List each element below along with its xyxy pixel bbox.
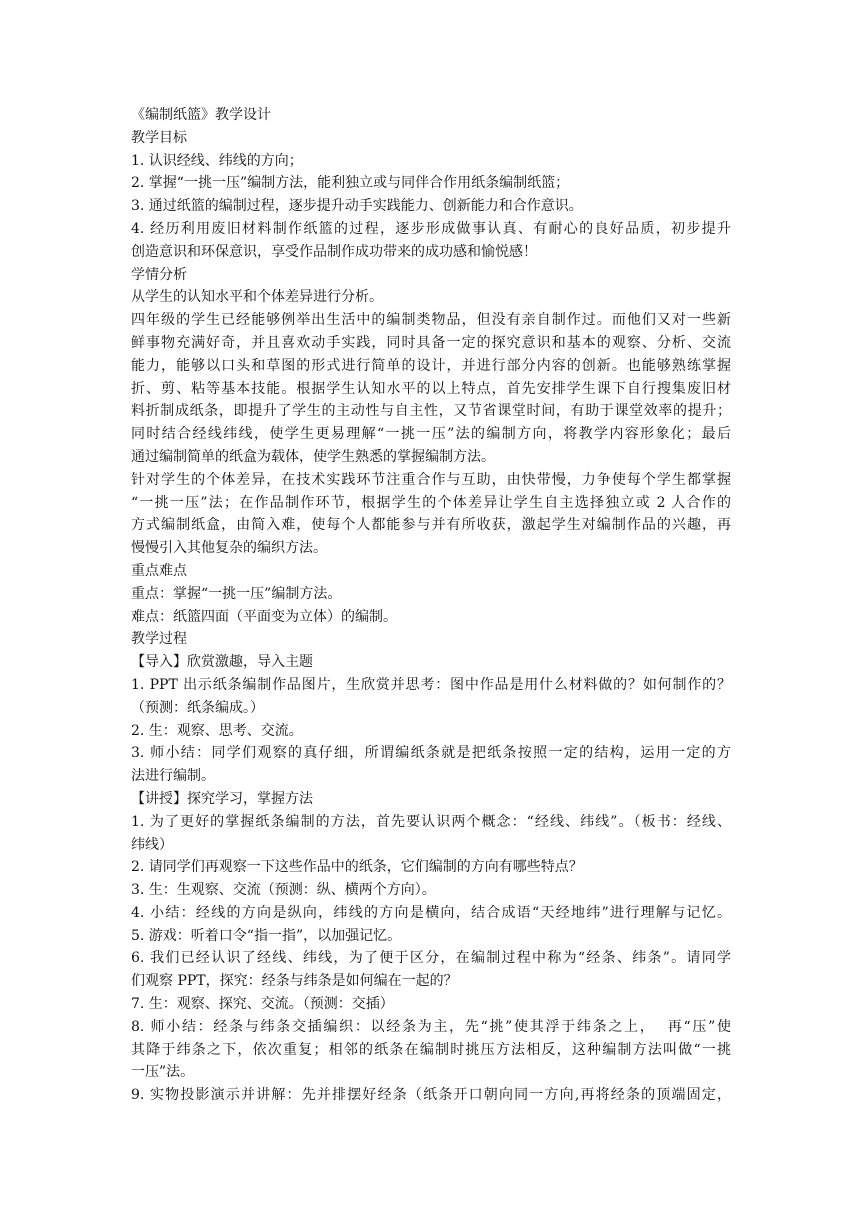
process-line: 2. 生：观察、思考、交流。 [131,722,303,739]
paragraph-line: 折、剪、粘等基本技能。根据学生认知水平的以上特点，首先安排学生课下自行搜集废旧材 [131,380,731,397]
section-heading: 教学过程 [131,631,187,648]
process-line: 法进行编制。 [131,768,215,785]
section-student-analysis [131,264,731,560]
section-teaching-process [131,628,731,1107]
process-line: 7. 生：观察、探究、交流。（预测：交插） [131,996,394,1013]
process-line: 9. 实物投影演示并讲解：先并排摆好经条（纸条开口朝向同一方向,再将经条的顶端固定， [131,1087,731,1104]
objective-3: 3. 通过纸篮的编制过程，逐步提升动手实践能力、创新能力和合作意识。 [131,198,583,215]
paragraph-line: 同时结合经线纬线，使学生更易理解“一挑一压”法的编制方向，将教学内容形象化；最后 [131,426,731,443]
objective-4-cont: 创造意识和环保意识，享受作品制作成功带来的成功感和愉悦感！ [131,243,537,260]
difficult-point: 难点：纸篮四面（平面变为立体）的编制。 [131,608,397,625]
paragraph-line: 针对学生的个体差异，在技术实践环节注重合作与互助，由快带慢，力争使每个学生都掌握 [131,471,731,488]
key-point: 重点：掌握“一挑一压”编制方法。 [131,585,342,602]
objective-1: 1. 认识经线、纬线的方向； [131,152,303,169]
section-objectives [131,127,731,264]
section-heading: 重点难点 [131,562,187,579]
process-line: 6. 我们已经认识了经线、纬线，为了便于区分，在编制过程中称为“经条、纬条”。请同学 [131,950,731,967]
paragraph-line: 能力，能够以口头和草图的形式进行简单的设计，并进行部分内容的创新。也能够熟练掌握 [131,357,731,374]
subsection-heading: 【讲授】探究学习，掌握方法 [131,790,313,807]
section-heading: 学情分析 [131,266,187,283]
process-line: 其降于纬条之下，依次重复；相邻的纸条在编制时挑压方法相反，这种编制方法叫做“一挑 [131,1041,731,1058]
document-title: 《编制纸篮》教学设计 [131,107,271,123]
process-line: 8. 师小结：经条与纬条交插编织：以经条为主，先“挑”使其浮于纬条之上， 再“压”使 [131,1018,731,1035]
process-line: 3. 师小结：同学们观察的真仔细，所谓编纸条就是把纸条按照一定的结构，运用一定的方 [131,745,731,762]
paragraph-line: “一挑一压”法；在作品制作环节，根据学生的个体差异让学生自主选择独立或 2 人合作的 [131,494,731,511]
paragraph-line: 四年级的学生已经能够例举出生活中的编制类物品，但没有亲自制作过。而他们又对一些新 [131,312,731,329]
paragraph-line: 料折制成纸条，即提升了学生的主动性与自主性，又节省课堂时间，有助于课堂效率的提升； [131,403,731,420]
process-line: 一压”法。 [131,1064,195,1081]
paragraph-line: 通过编制简单的纸盒为载体，使学生熟悉的掌握编制方法。 [131,448,495,465]
process-line: 3. 生：生观察、交流（预测：纵、横两个方向）。 [131,882,436,899]
section-heading: 教学目标 [131,129,187,146]
paragraph-line: 鲜事物充满好奇，并且喜欢动手实践，同时具备一定的探究意识和基本的观察、分析、交流 [131,334,731,351]
objective-4: 4. 经历利用废旧材料制作纸篮的过程，逐步形成做事认真、有耐心的良好品质，初步提升 [131,220,731,237]
objective-2: 2. 掌握“一挑一压”编制方法，能利独立或与同伴合作用纸条编制纸篮； [131,175,570,192]
document-page [131,104,731,1107]
paragraph-line: 方式编制纸盒，由简入难，使每个人都能参与并有所收获，激起学生对编制作品的兴趣，再 [131,517,731,534]
process-line: 们观察 PPT，探究：经条与纬条是如何编在一起的？ [131,973,458,990]
process-line: 纬线） [131,836,173,853]
paragraph-line: 从学生的认知水平和个体差异进行分析。 [131,289,383,306]
process-line: （预测：纸条编成。） [131,699,264,716]
process-line: 1. PPT 出示纸条编制作品图片，生欣赏并思考：图中作品是用什么材料做的？如何制作的？ [131,676,731,693]
section-key-points [131,560,731,628]
process-line: 2. 请同学们再观察一下这些作品中的纸条，它们编制的方向有哪些特点？ [131,859,583,876]
process-line: 1. 为了更好的掌握纸条编制的方法，首先要认识两个概念：“经线、纬线”。（板书：经线、 [131,813,731,830]
subsection-heading: 【导入】欣赏激趣，导入主题 [131,654,313,671]
paragraph-line: 慢慢引入其他复杂的编织方法。 [131,540,327,557]
process-line: 5. 游戏：听着口令“指一指”，以加强记忆。 [131,927,402,944]
process-line: 4. 小结：经线的方向是纵向，纬线的方向是横向，结合成语“天经地纬”进行理解与记忆。 [131,904,731,921]
